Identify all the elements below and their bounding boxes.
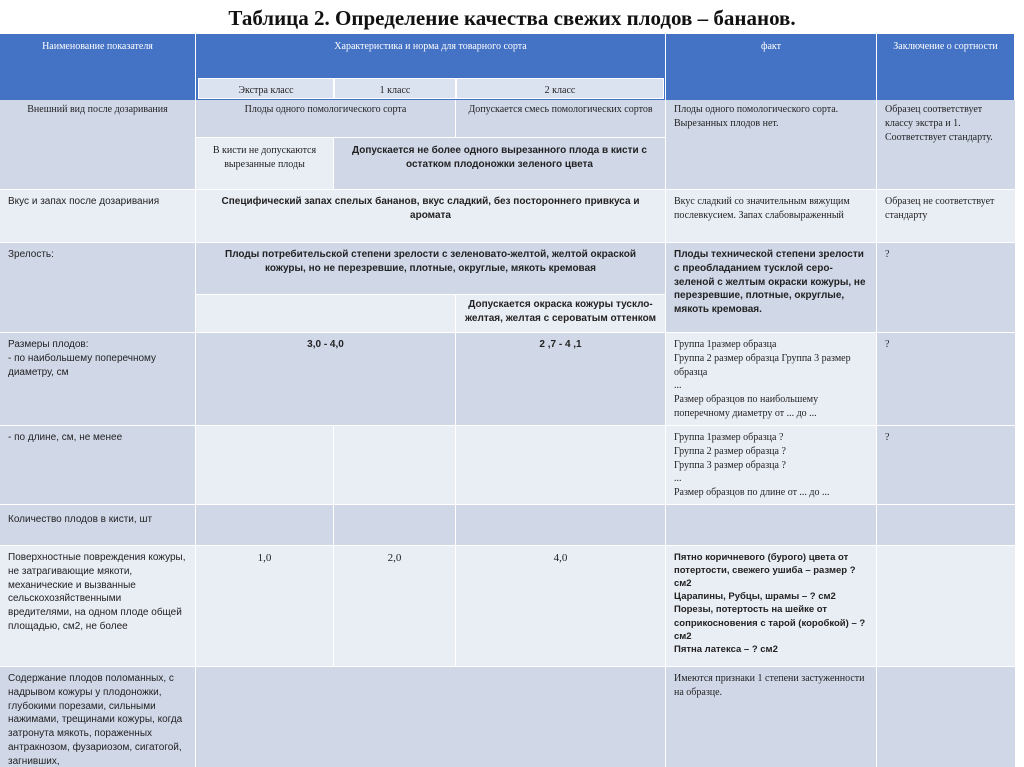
row-ripeness-fact: Плоды технической степени зрелости с преобладанием тусклой серо-зеленой с желтым окраски кожуры, не перезревшие, плотные, округлые, мякоть кремовая. (666, 242, 877, 332)
row-divider (0, 504, 1015, 505)
row-broken-conclusion (877, 666, 1015, 767)
row-taste-norm: Специфический запах спелых бананов, вкус сладкий, без постороннего привкуса и аромата (196, 189, 666, 242)
header-characteristic: Характеристика и норма для товарного сорта (196, 34, 666, 74)
header-extra-class: Экстра класс (198, 78, 334, 99)
row-divider (0, 545, 1015, 546)
row-divider (0, 332, 1015, 333)
row-size-norm-a: 3,0 - 4,0 (196, 332, 456, 425)
row-divider (196, 294, 666, 295)
row-damage-name: Поверхностные повреждения кожуры, не затрагивающие мякоти, механические и вызванные сельскохозяйственными вредителями, на одном плоде общей площадью, см2, не более (0, 545, 196, 666)
row-broken-name: Содержание плодов поломанных, с надрывом кожуры у плодоножки, глубокими порезами, сильными нажимами, трещинами кожуры, когда затронута мякоть, пораженных антракнозом, фузариозом, сигатогой, загнивших, (0, 666, 196, 767)
row-appearance-conclusion: Образец соответствует классу экстра и 1. Соответствует стандарту. (877, 100, 1015, 189)
row-count-fact (666, 504, 877, 545)
header-indicator-name: Наименование показателя (0, 34, 196, 100)
row-length-extra (196, 425, 334, 504)
table-title: Таблица 2. Определение качества свежих плодов – бананов. (228, 6, 796, 30)
row-count-extra (196, 504, 334, 545)
row-damage-class-2: 4,0 (456, 545, 666, 666)
row-appearance-norm-b: Допускается смесь помологических сортов (456, 100, 666, 137)
row-ripeness-name: Зрелость: (0, 242, 196, 332)
row-size-name: Размеры плодов: - по наибольшему поперечному диаметру, см (0, 332, 196, 425)
row-divider (0, 666, 1015, 667)
row-ripeness-norm-2: Допускается окраска кожуры тускло-желтая, желтая с сероватым оттенком (456, 295, 666, 332)
row-ripeness-conclusion: ? (877, 242, 1015, 332)
row-ripeness-norm-empty (196, 295, 456, 332)
row-damage-extra: 1,0 (196, 545, 334, 666)
row-count-name: Количество плодов в кисти, шт (0, 504, 196, 545)
header-fact: факт (666, 34, 877, 100)
row-broken-fact: Имеются признаки 1 степени застуженности на образце. (666, 666, 877, 767)
row-count-conclusion (877, 504, 1015, 545)
header-conclusion: Заключение о сортности (877, 34, 1015, 100)
row-broken-norm (196, 666, 666, 767)
row-length-name: - по длине, см, не менее (0, 425, 196, 504)
row-size-fact: Группа 1размер образца Группа 2 размер образца Группа 3 размер образца ... Размер образцов по наибольшему поперечному диаметру от ... до ... (666, 332, 877, 425)
row-taste-fact: Вкус сладкий со значительным вяжущим послевкусием. Запах слабовыраженный (666, 189, 877, 242)
header-class-1: 1 класс (334, 78, 456, 99)
row-taste-conclusion: Образец не соответствует стандарту (877, 189, 1015, 242)
row-length-class-1 (334, 425, 456, 504)
row-damage-class-1: 2,0 (334, 545, 456, 666)
row-ripeness-norm: Плоды потребительской степени зрелости с зеленовато-желтой, желтой окраской кожуры, но не перезревшие, плотные, округлые, мякоть кремовая (196, 242, 666, 294)
row-divider (0, 425, 1015, 426)
row-length-class-2 (456, 425, 666, 504)
row-appearance-name: Внешний вид после дозаривания (0, 100, 196, 189)
row-count-class-2 (456, 504, 666, 545)
row-appearance-norm-c: В кисти не допускаются вырезанные плоды (196, 138, 334, 189)
header-class-2: 2 класс (456, 78, 664, 99)
row-count-class-1 (334, 504, 456, 545)
row-size-conclusion: ? (877, 332, 1015, 425)
row-appearance-fact: Плоды одного помологического сорта. Вырезанных плодов нет. (666, 100, 877, 189)
row-appearance-norm-a: Плоды одного помологического сорта (196, 100, 456, 137)
row-appearance-norm-d: Допускается не более одного вырезанного плода в кисти с остатком плодоножки зеленого цвета (334, 138, 666, 189)
row-damage-conclusion (877, 545, 1015, 666)
row-size-norm-b: 2 ,7 - 4 ,1 (456, 332, 666, 425)
quality-table (0, 34, 1024, 767)
row-taste-name: Вкус и запах после дозаривания (0, 189, 196, 242)
row-damage-fact: Пятно коричневого (бурого) цвета от потертости, свежего ушиба – размер ? см2 Царапины, Рубцы, шрамы – ? см2 Порезы, потертость на шейке от соприкосновения с тарой (коробкой) – ? см2 Пятна латекса – ? см2 (666, 545, 877, 666)
row-divider (0, 189, 1015, 190)
row-length-conclusion: ? (877, 425, 1015, 504)
row-divider (0, 242, 1015, 243)
row-length-fact: Группа 1размер образца ? Группа 2 размер образца ? Группа 3 размер образца ? ... Размер образцов по длине от ... до ... (666, 425, 877, 504)
